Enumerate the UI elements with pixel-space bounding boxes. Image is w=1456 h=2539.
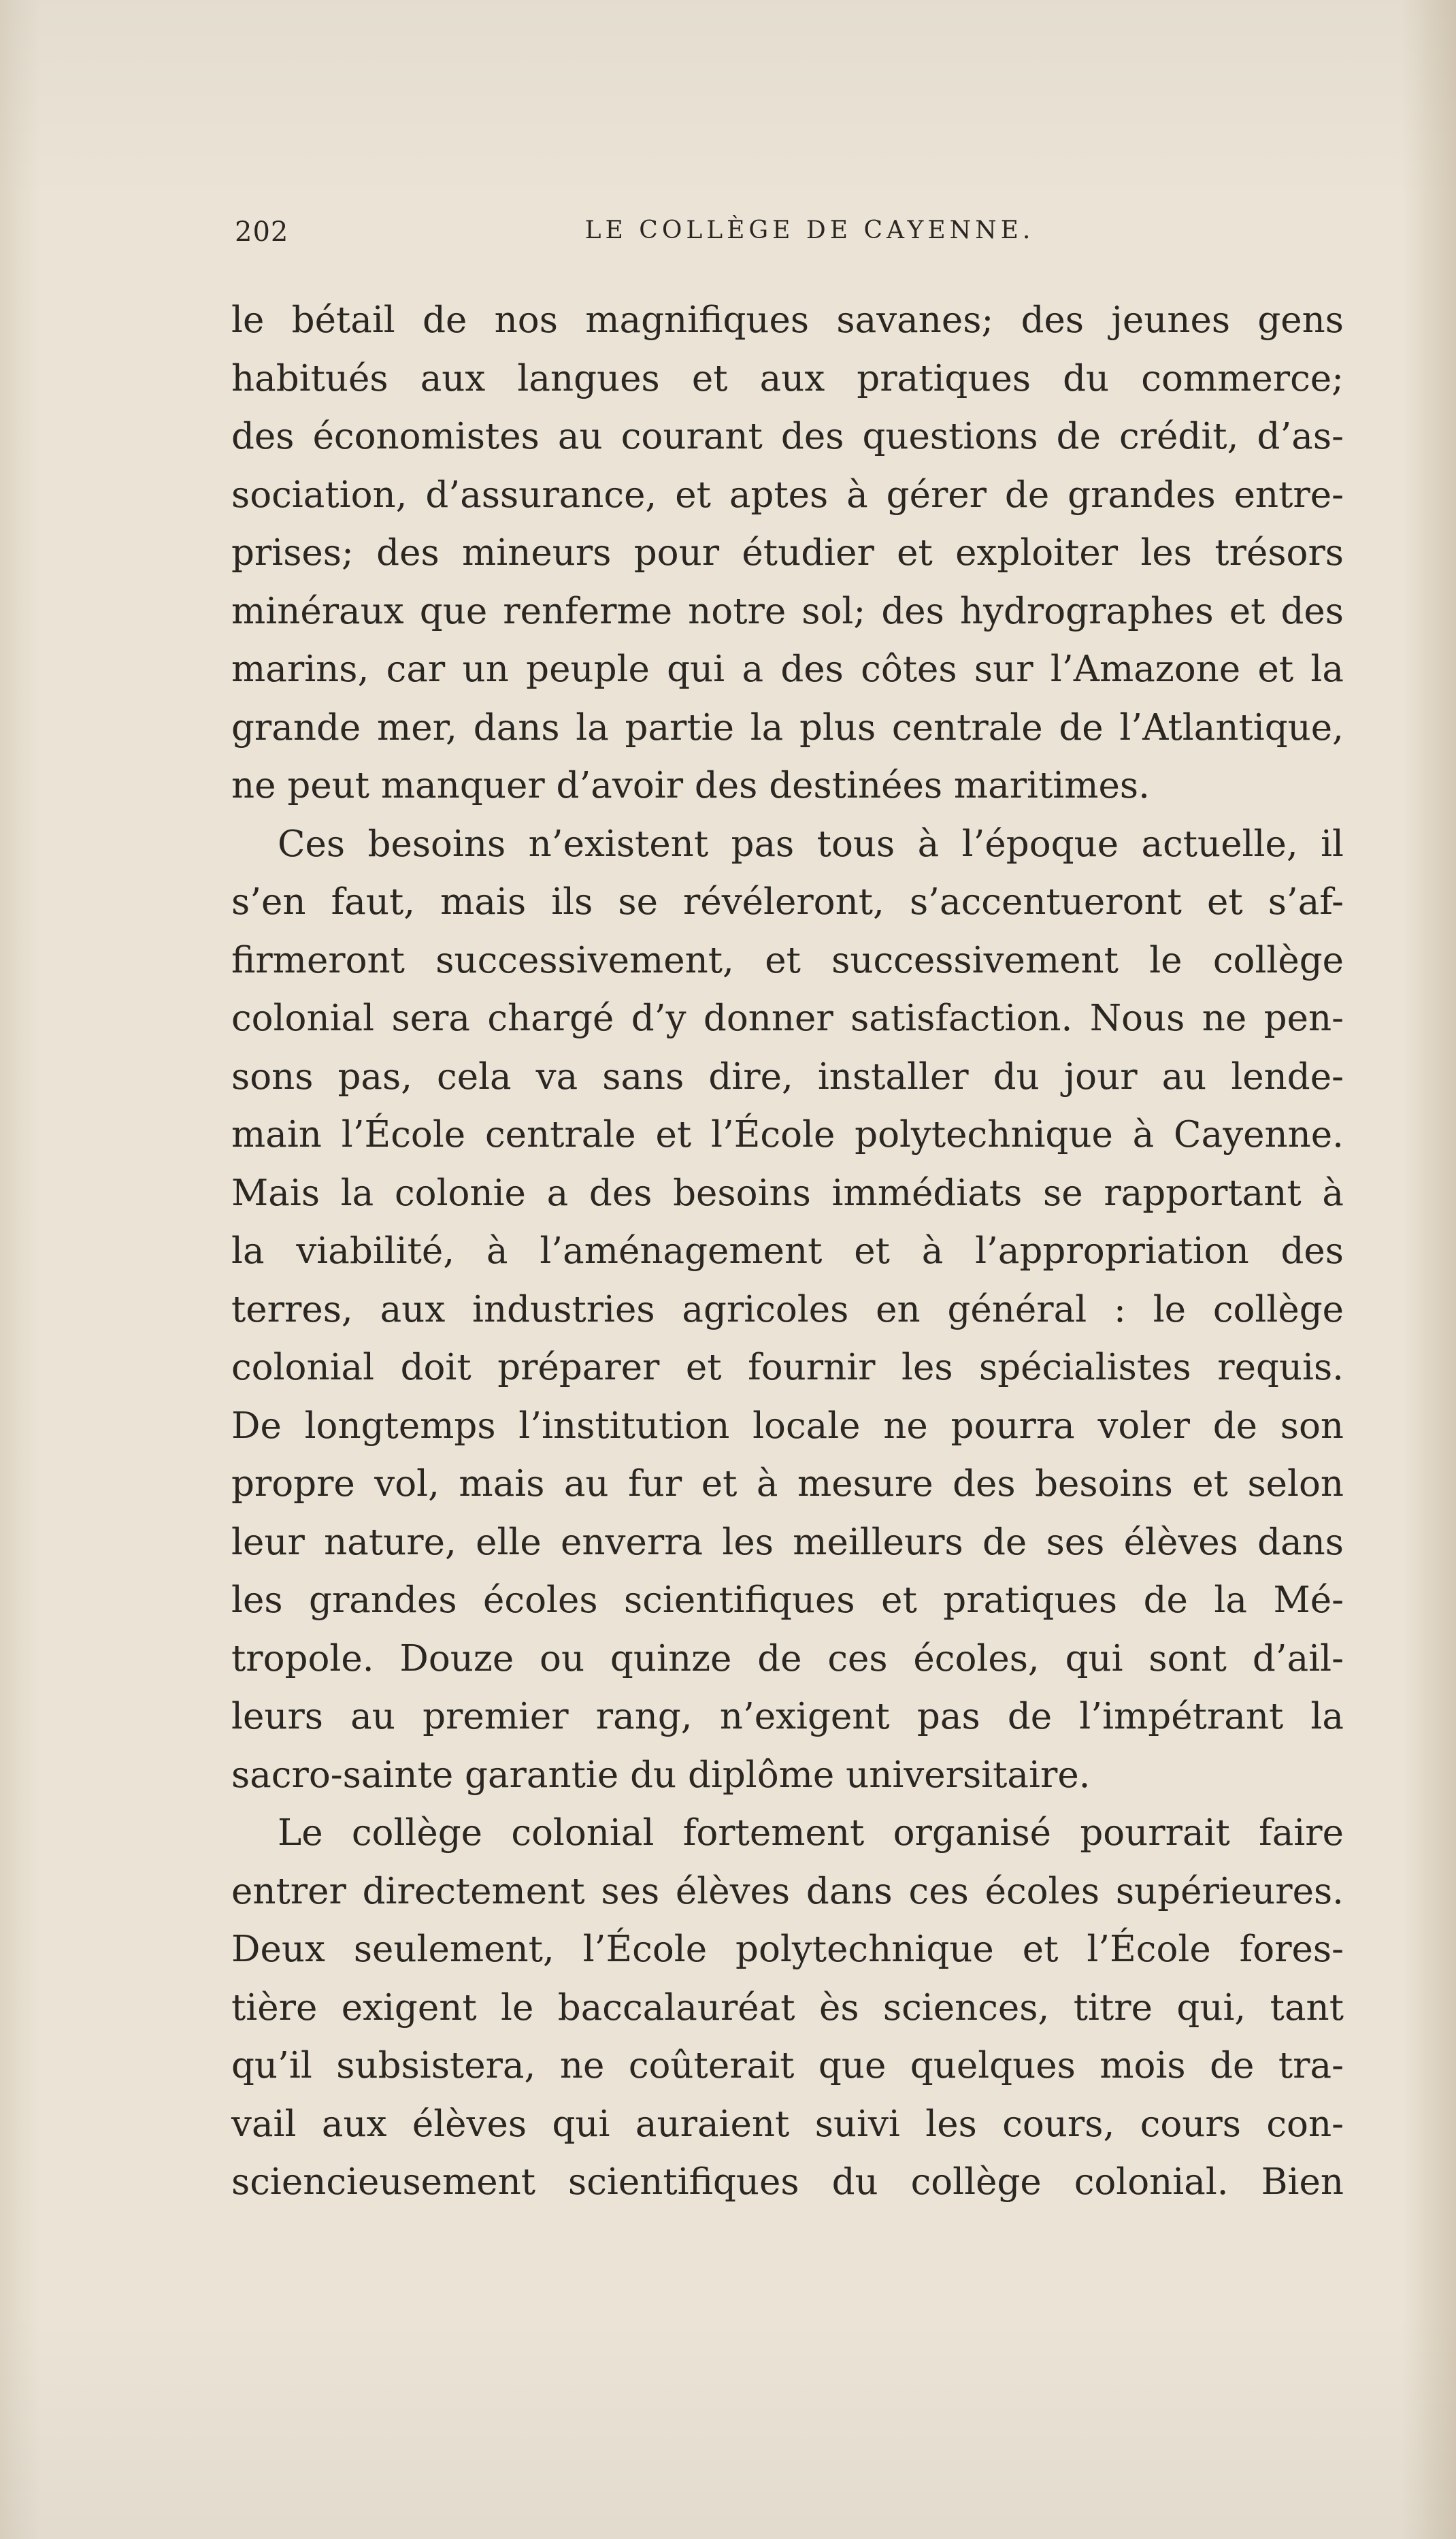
text-line: minéraux que renferme notre sol; des hydrographes et des	[231, 590, 1344, 632]
text-line: tière exigent le baccalauréat ès sciences, titre qui, tant	[231, 1986, 1344, 2029]
text-line: s’en faut, mais ils se révéleront, s’accentueront et s’af-	[231, 881, 1344, 923]
text-line: tropole. Douze ou quinze de ces écoles, qui sont d’ail-	[231, 1637, 1344, 1680]
text-line: leurs au premier rang, n’exigent pas de l’impétrant la	[231, 1696, 1344, 1737]
text-line: sociation, d’assurance, et aptes à gérer de grandes entre-	[231, 474, 1344, 516]
text-line: habitués aux langues et aux pratiques du commerce;	[231, 357, 1344, 399]
text-line: propre vol, mais au fur et à mesure des besoins et selon	[231, 1463, 1344, 1505]
text-line: main l’École centrale et l’École polytechnique à Cayenne.	[231, 1114, 1344, 1156]
text-line: sciencieusement scientifiques du collège colonial. Bien	[231, 2161, 1344, 2203]
text-line: colonial doit préparer et fournir les spécialistes requis.	[231, 1347, 1344, 1388]
text-line: sacro-sainte garantie du diplôme universitaire.	[231, 1754, 1091, 1796]
text-line: De longtemps l’institution locale ne pourra voler de son	[231, 1405, 1344, 1447]
text-line: marins, car un peuple qui a des côtes sur l’Amazone et la	[231, 649, 1344, 690]
text-line: qu’il subsistera, ne coûterait que quelques mois de tra-	[231, 2045, 1344, 2086]
running-title: LE COLLÈGE DE CAYENNE.	[584, 216, 1035, 244]
text-line: ne peut manquer d’avoir des destinées maritimes.	[231, 765, 1150, 806]
paragraph-start-line: Le collège colonial fortement organisé pourrait faire	[278, 1812, 1344, 1854]
text-line: les grandes écoles scientifiques et pratiques de la Mé-	[231, 1579, 1344, 1621]
running-head	[235, 216, 1344, 257]
page-number: 202	[235, 216, 289, 248]
text-line: entrer directement ses élèves dans ces écoles supérieures.	[231, 1870, 1344, 1912]
text-line: terres, aux industries agricoles en général : le collège	[231, 1288, 1344, 1330]
text-line: prises; des mineurs pour étudier et exploiter les trésors	[231, 532, 1344, 574]
body-text	[231, 291, 1344, 2212]
text-line: la viabilité, à l’aménagement et à l’appropriation des	[231, 1230, 1344, 1272]
text-line: leur nature, elle enverra les meilleurs de ses élèves dans	[231, 1521, 1344, 1563]
text-line: Mais la colonie a des besoins immédiats se rapportant à	[231, 1172, 1344, 1214]
text-line: le bétail de nos magnifiques savanes; des jeunes gens	[231, 299, 1344, 341]
text-line: firmeront successivement, et successivement le collège	[231, 939, 1344, 981]
text-line: vail aux élèves qui auraient suivi les cours, cours con-	[231, 2103, 1344, 2145]
text-line: sons pas, cela va sans dire, installer du jour au lende-	[231, 1055, 1344, 1098]
paragraph-start-line: Ces besoins n’existent pas tous à l’époque actuelle, il	[278, 823, 1344, 865]
text-line: grande mer, dans la partie la plus centrale de l’Atlantique,	[231, 706, 1344, 749]
text-line: Deux seulement, l’École polytechnique et l’École fores-	[231, 1929, 1344, 1970]
text-line: des économistes au courant des questions de crédit, d’as-	[231, 416, 1344, 457]
text-line: colonial sera chargé d’y donner satisfaction. Nous ne pen-	[231, 998, 1344, 1039]
